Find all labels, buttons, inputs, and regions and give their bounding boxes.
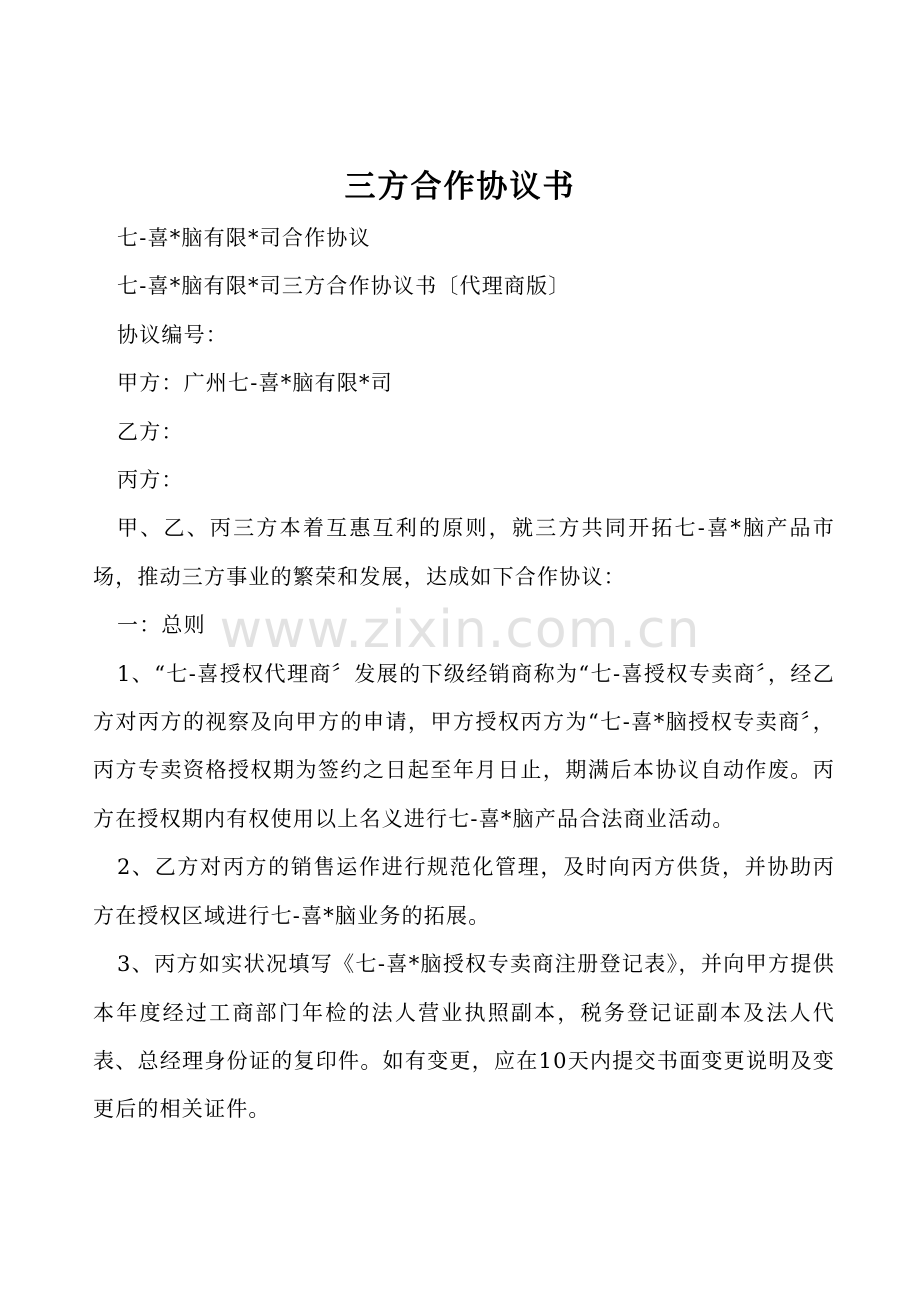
section-heading-general: 一：总则 [117, 613, 206, 638]
clause-3: 3、丙方如实状况填写《七-喜*脑授权专卖商注册登记表》，并向甲方提供本年度经过工商部门年检的法人营业执照副本，税务登记证副本及法人代表、总经理身份证的复印件。如有变更，应在10天内提交书面变更说明及变更后的相关证件。 [93, 952, 835, 1122]
paragraph-party-c: 丙方： [117, 468, 184, 493]
paragraph-agreement-number: 协议编号： [117, 322, 228, 347]
paragraph-preamble: 甲、乙、丙三方本着互惠互利的原则，就三方共同开拓七-喜*脑产品市场，推动三方事业的繁荣和发展，达成如下合作协议： [93, 516, 835, 589]
paragraph-party-b: 乙方： [117, 419, 184, 444]
clause-2: 2、乙方对丙方的销售运作进行规范化管理，及时向丙方供货，并协助丙方在授权区域进行七-喜*脑业务的拓展。 [93, 855, 835, 928]
watermark: www.zixin.com.cn [219, 600, 701, 660]
clause-1: 1、“七-喜授权代理商〞发展的下级经销商称为“七-喜授权专卖商〞，经乙方对丙方的视察及向甲方的申请，甲方授权丙方为“七-喜*脑授权专卖商〞，丙方专卖资格授权期为签约之日起至年月日止，期满后本协议自动作废。丙方在授权期内有权使用以上名义进行七-喜*脑产品合法商业活动。 [93, 661, 835, 831]
paragraph-company-agreement: 七-喜*脑有限*司合作协议 [117, 226, 371, 250]
document-body [93, 214, 835, 1134]
document-title: 三方合作协议书 [344, 169, 576, 205]
paragraph-agreement-version: 七-喜*脑有限*司三方合作协议书〔代理商版〕 [117, 274, 571, 299]
paragraph-party-a: 甲方：广州七-喜*脑有限*司 [117, 371, 393, 396]
